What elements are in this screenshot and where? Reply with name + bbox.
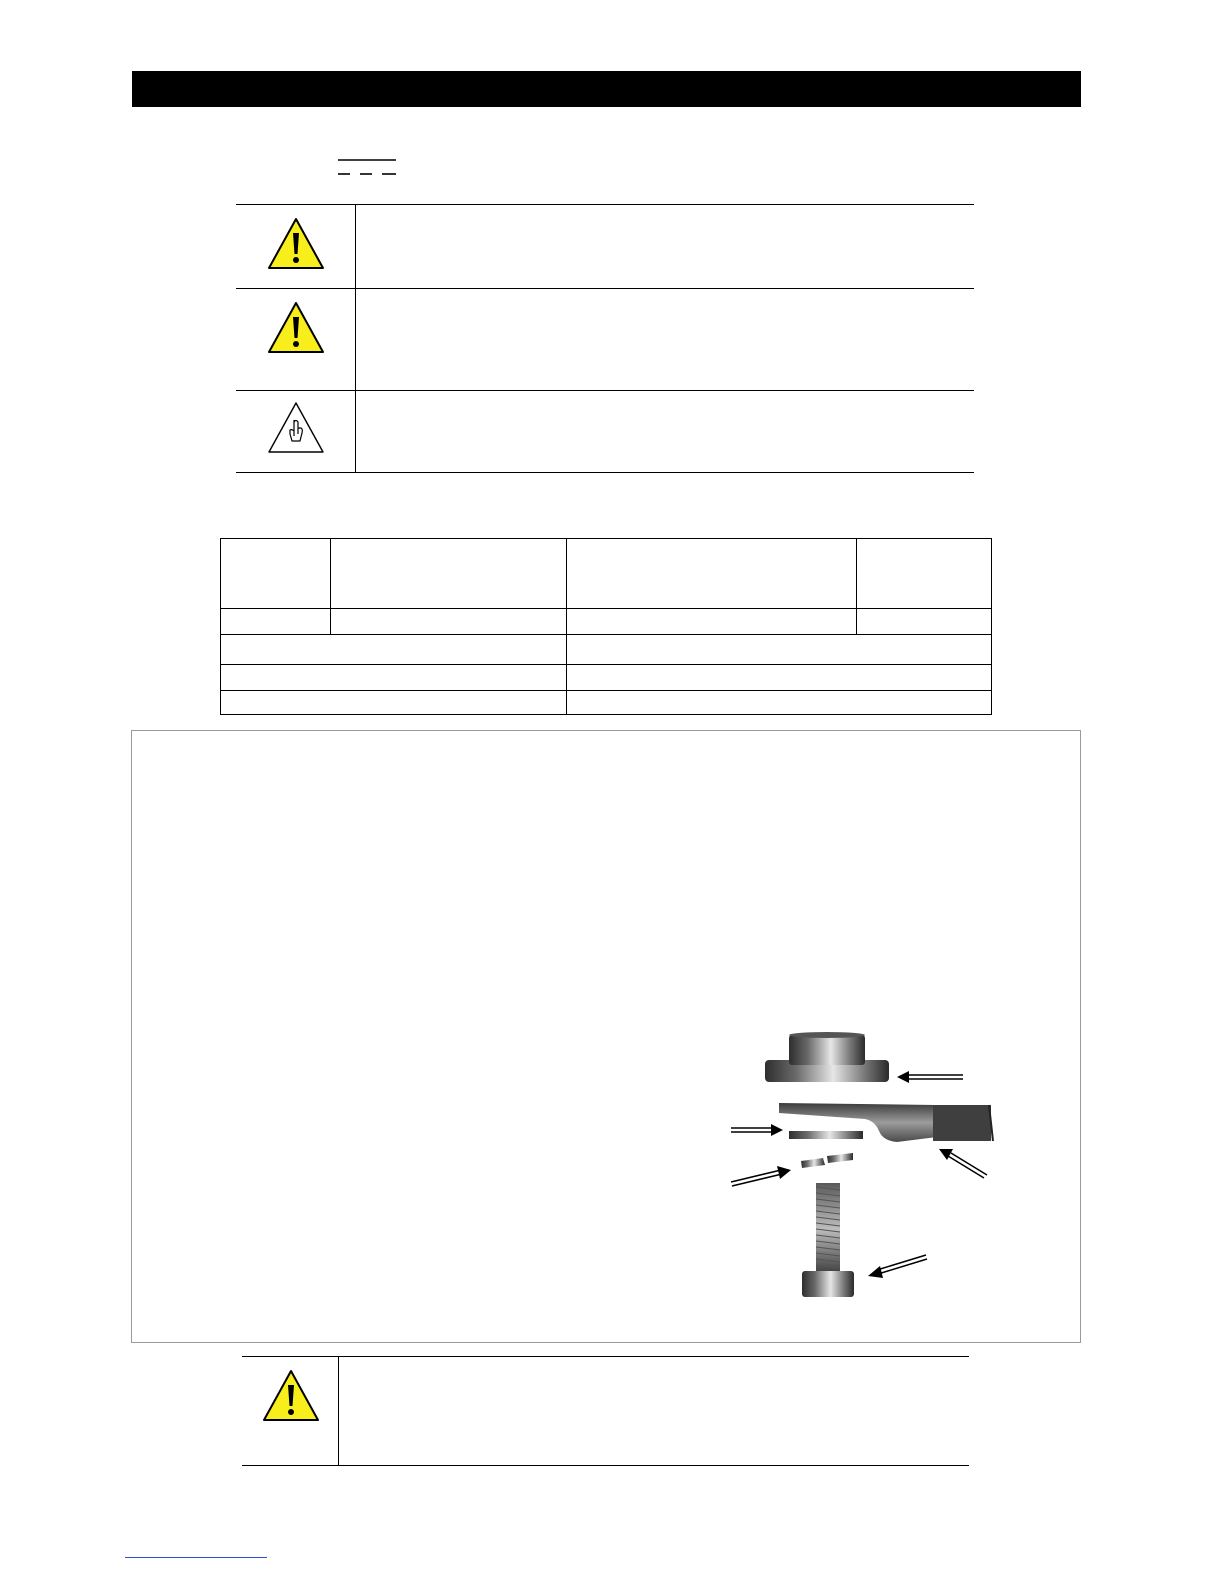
- arrow-icon: [939, 1149, 987, 1178]
- table-frame: [220, 538, 992, 715]
- arrow-icon: [897, 1071, 963, 1083]
- dc-power-symbol-icon: [338, 156, 398, 178]
- notice-column-divider: [355, 204, 356, 473]
- warning-triangle-icon: [266, 216, 326, 272]
- caution-column-divider: [338, 1356, 339, 1466]
- notice-divider: [236, 390, 974, 391]
- notice-panel: [236, 204, 974, 473]
- notice-bottom-rule: [236, 472, 974, 473]
- warning-triangle-icon: [266, 300, 326, 356]
- arrow-icon: [731, 1124, 783, 1136]
- split-washer-part: [801, 1153, 853, 1168]
- arrow-icon: [868, 1255, 927, 1278]
- arrow-icon: [731, 1166, 791, 1186]
- caution-top-rule: [242, 1356, 969, 1357]
- notice-top-rule: [236, 204, 974, 205]
- caution-bottom-rule: [242, 1465, 969, 1466]
- spec-table: [220, 538, 992, 715]
- warning-triangle-icon: [261, 1368, 321, 1424]
- caution-panel: [242, 1356, 969, 1466]
- table-row-rule: [220, 690, 992, 691]
- table-row-rule: [220, 634, 992, 635]
- exploded-assembly-diagram: [725, 1025, 1000, 1305]
- notice-divider: [236, 288, 974, 289]
- note-hand-icon: [266, 400, 326, 456]
- section-header-bar: [132, 71, 1081, 107]
- table-row-rule: [220, 608, 992, 609]
- table-column-rule: [566, 538, 567, 715]
- footer-link[interactable]: [125, 1557, 267, 1558]
- table-column-rule: [856, 538, 857, 634]
- washer-part: [789, 1131, 863, 1139]
- table-row-rule: [220, 664, 992, 665]
- table-column-rule: [330, 538, 331, 634]
- screw-part: [802, 1183, 854, 1297]
- cap-part: [765, 1032, 889, 1082]
